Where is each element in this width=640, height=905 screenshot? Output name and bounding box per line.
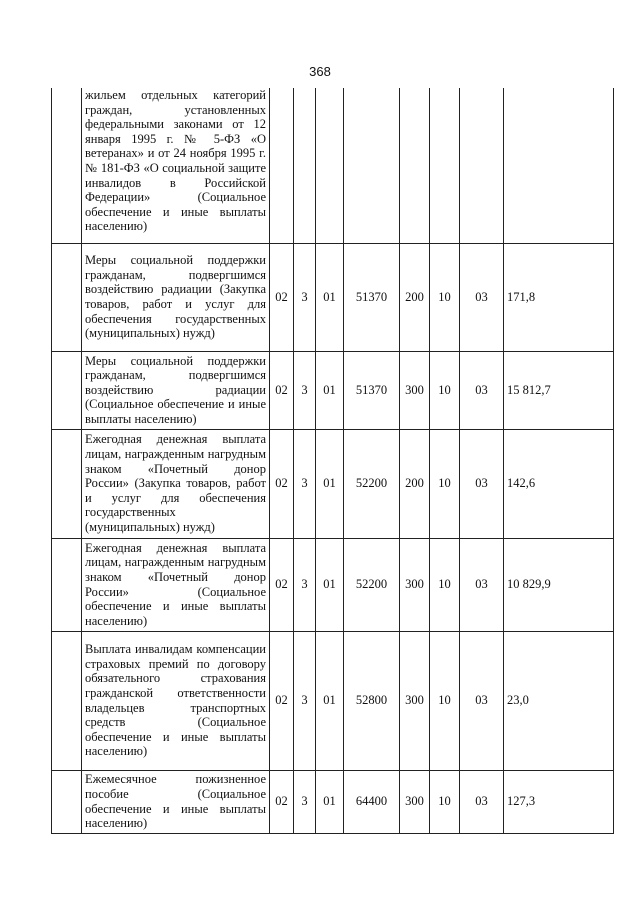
code-cell: 03: [460, 538, 504, 631]
code-cell: 300: [400, 538, 430, 631]
code-cell: 10: [430, 243, 460, 351]
amount-cell: 15 812,7: [504, 351, 614, 429]
table-row: [52, 770, 614, 833]
code-cell: 02: [270, 243, 294, 351]
row-number-cell: [52, 243, 82, 351]
page-number: 368: [309, 64, 331, 79]
code-cell: 02: [270, 631, 294, 770]
code-cell: 64400: [344, 770, 400, 833]
code-cell: 3: [294, 429, 316, 538]
code-cell: [316, 88, 344, 243]
row-number-cell: [52, 351, 82, 429]
amount-cell: 127,3: [504, 770, 614, 833]
code-cell: 52800: [344, 631, 400, 770]
description-cell: Ежемесячное пожизненное пособие (Социальное обеспечение и иные выплаты населению): [82, 770, 270, 833]
code-cell: 200: [400, 243, 430, 351]
code-cell: 3: [294, 631, 316, 770]
code-cell: 01: [316, 538, 344, 631]
code-cell: 03: [460, 351, 504, 429]
code-cell: 10: [430, 538, 460, 631]
table-row: [52, 243, 614, 351]
code-cell: 01: [316, 429, 344, 538]
row-number-cell: [52, 631, 82, 770]
code-cell: 02: [270, 351, 294, 429]
code-cell: 10: [430, 631, 460, 770]
code-cell: 03: [460, 243, 504, 351]
code-cell: 01: [316, 631, 344, 770]
code-cell: 01: [316, 770, 344, 833]
code-cell: 01: [316, 351, 344, 429]
code-cell: 3: [294, 351, 316, 429]
code-cell: [270, 88, 294, 243]
code-cell: [430, 88, 460, 243]
description-cell: Меры социальной поддержки гражданам, подвергшимся воздействию радиации (Закупка товаров, работ и услуг для обеспечения государственных (муниципальных) нужд): [82, 243, 270, 351]
code-cell: 01: [316, 243, 344, 351]
code-cell: 3: [294, 243, 316, 351]
table-row: [52, 429, 614, 538]
table-row: [52, 351, 614, 429]
code-cell: 51370: [344, 351, 400, 429]
code-cell: 03: [460, 429, 504, 538]
code-cell: [294, 88, 316, 243]
code-cell: 300: [400, 351, 430, 429]
code-cell: 03: [460, 631, 504, 770]
amount-cell: [504, 88, 614, 243]
code-cell: 02: [270, 429, 294, 538]
amount-cell: 142,6: [504, 429, 614, 538]
row-number-cell: [52, 88, 82, 243]
description-cell: Выплата инвалидам компенсации страховых премий по договору обязательного страхования гражданской ответственности владельцев транспортных средств (Социальное обеспечение и иные выплаты населению): [82, 631, 270, 770]
table-row: [52, 631, 614, 770]
code-cell: [400, 88, 430, 243]
code-cell: 10: [430, 351, 460, 429]
description-cell: Ежегодная денежная выплата лицам, награжденным нагрудным знаком «Почетный донор России» (Закупка товаров, работ и услуг для обеспечения государственных (муниципальных) нужд): [82, 429, 270, 538]
code-cell: 300: [400, 631, 430, 770]
table-row: [52, 88, 614, 243]
row-number-cell: [52, 538, 82, 631]
code-cell: 300: [400, 770, 430, 833]
code-cell: 52200: [344, 538, 400, 631]
code-cell: 02: [270, 770, 294, 833]
table-row: [52, 538, 614, 631]
code-cell: 3: [294, 770, 316, 833]
budget-table: [51, 88, 614, 834]
code-cell: 200: [400, 429, 430, 538]
amount-cell: 171,8: [504, 243, 614, 351]
code-cell: 10: [430, 770, 460, 833]
description-cell: жильем отдельных категорий граждан, установленных федеральными законами от 12 января 1995 г. № 5-ФЗ «О ветеранах» и от 24 ноября 1995 г. № 181-ФЗ «О социальной защите инвалидов в Российской Федерации» (Социальное обеспечение и иные выплаты населению): [82, 88, 270, 243]
code-cell: 51370: [344, 243, 400, 351]
description-cell: Ежегодная денежная выплата лицам, награжденным нагрудным знаком «Почетный донор России» (Социальное обеспечение и иные выплаты населению): [82, 538, 270, 631]
code-cell: 03: [460, 770, 504, 833]
code-cell: 3: [294, 538, 316, 631]
code-cell: 52200: [344, 429, 400, 538]
amount-cell: 23,0: [504, 631, 614, 770]
amount-cell: 10 829,9: [504, 538, 614, 631]
row-number-cell: [52, 429, 82, 538]
row-number-cell: [52, 770, 82, 833]
code-cell: 10: [430, 429, 460, 538]
description-cell: Меры социальной поддержки гражданам, подвергшимся воздействию радиации (Социальное обеспечение и иные выплаты населению): [82, 351, 270, 429]
code-cell: 02: [270, 538, 294, 631]
code-cell: [344, 88, 400, 243]
code-cell: [460, 88, 504, 243]
